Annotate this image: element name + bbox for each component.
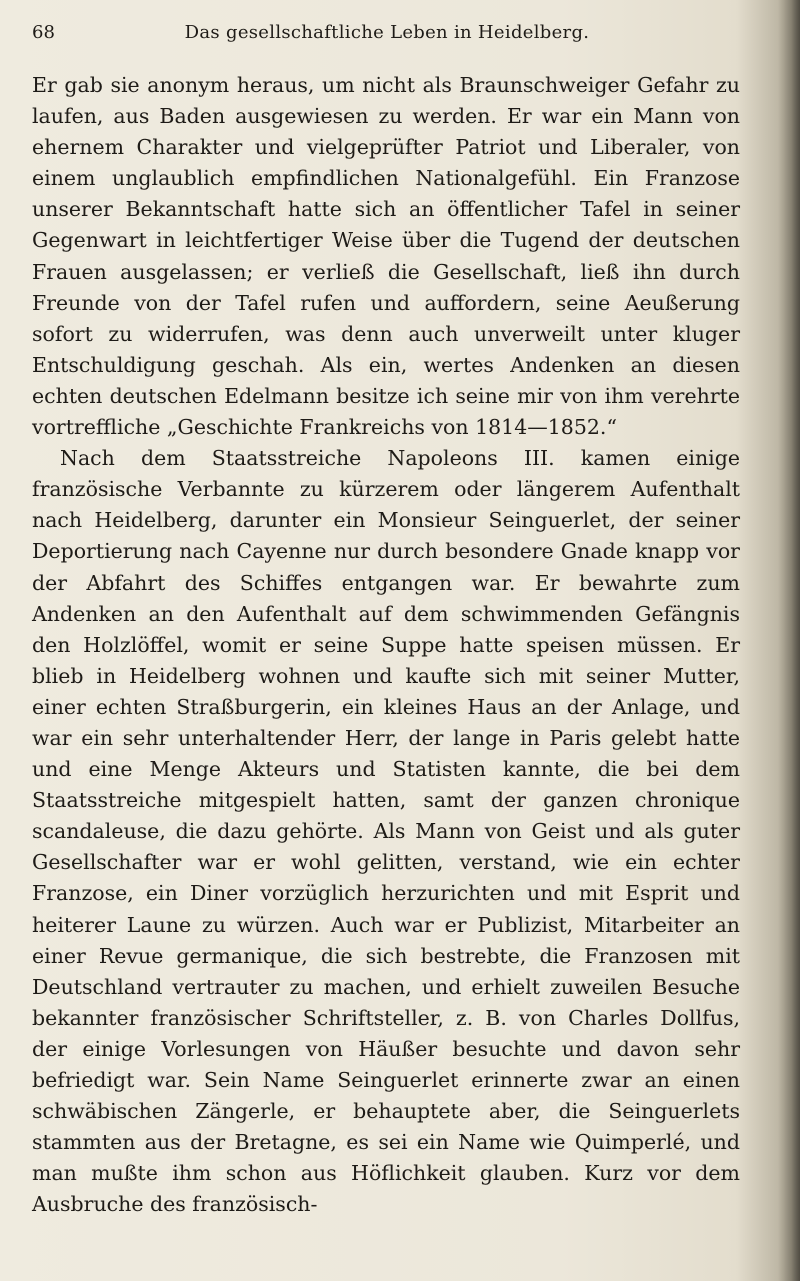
page-edge-shadow bbox=[778, 0, 800, 1281]
paragraph-2: Nach dem Staatsstreiche Napoleons III. kamen einige französische Verbannte zu kürzerem oder längerem Aufenthalt nach Heidelberg, darunter ein Monsieur Seinguerlet, der seiner Deportierung nach Cayenne nur durch besondere Gnade knapp vor der Abfahrt des Schiffes entgangen war. Er bewahrte zum Andenken an den Aufenthalt auf dem schwimmenden Gefängnis den Holzlöffel, womit er seine Suppe hatte speisen müssen. Er blieb in Heidelberg wohnen und kaufte sich mit seiner Mutter, einer echten Straßburgerin, ein kleines Haus an der Anlage, und war ein sehr unterhaltender Herr, der lange in Paris gelebt hatte und eine Menge Akteurs und Statisten kannte, die bei dem Staatsstreiche mitgespielt hatten, samt der ganzen chronique scandaleuse, die dazu gehörte. Als Mann von Geist und als guter Gesellschafter war er wohl gelitten, verstand, wie ein echter Franzose, ein Diner vorzüglich herzurichten und mit Esprit und heiterer Laune zu würzen. Auch war er Publizist, Mitarbeiter an einer Revue germanique, die sich bestrebte, die Franzosen mit Deutschland vertrauter zu machen, und erhielt zuweilen Besuche bekannter französischer Schriftsteller, z. B. von Charles Dollfus, der einige Vorlesungen von Häußer besuchte und davon sehr befriedigt war. Sein Name Seinguerlet erinnerte zwar an einen schwäbischen Zängerle, er behauptete aber, die Seinguerlets stammten aus der Bretagne, es sei ein Name wie Quimperlé, und man mußte ihm schon aus Höflichkeit glauben. Kurz vor dem Ausbruche des französisch- bbox=[32, 446, 740, 1217]
body-text bbox=[32, 70, 740, 1220]
paragraph-1: Er gab sie anonym heraus, um nicht als Braunschweiger Gefahr zu laufen, aus Baden ausgewiesen zu werden. Er war ein Mann von ehernem Charakter und vielgeprüfter Patriot und Liberaler, von einem unglaublich empfindlichen Nationalgefühl. Ein Franzose unserer Bekanntschaft hatte sich an öffentlicher Tafel in seiner Gegenwart in leichtfertiger Weise über die Tugend der deutschen Frauen ausgelassen; er verließ die Gesellschaft, ließ ihn durch Freunde von der Tafel rufen und auffordern, seine Aeußerung sofort zu widerrufen, was denn auch unverweilt unter kluger Entschuldigung geschah. Als ein, wertes Andenken an diesen echten deutschen Edelmann besitze ich seine mir von ihm verehrte vortreffliche „Geschichte Frankreichs von 1814—1852.“ bbox=[32, 73, 740, 440]
header-title: Das gesellschaftliche Leben in Heidelberg. bbox=[184, 22, 590, 43]
page-number: 68 bbox=[32, 22, 55, 43]
running-head bbox=[32, 22, 742, 50]
